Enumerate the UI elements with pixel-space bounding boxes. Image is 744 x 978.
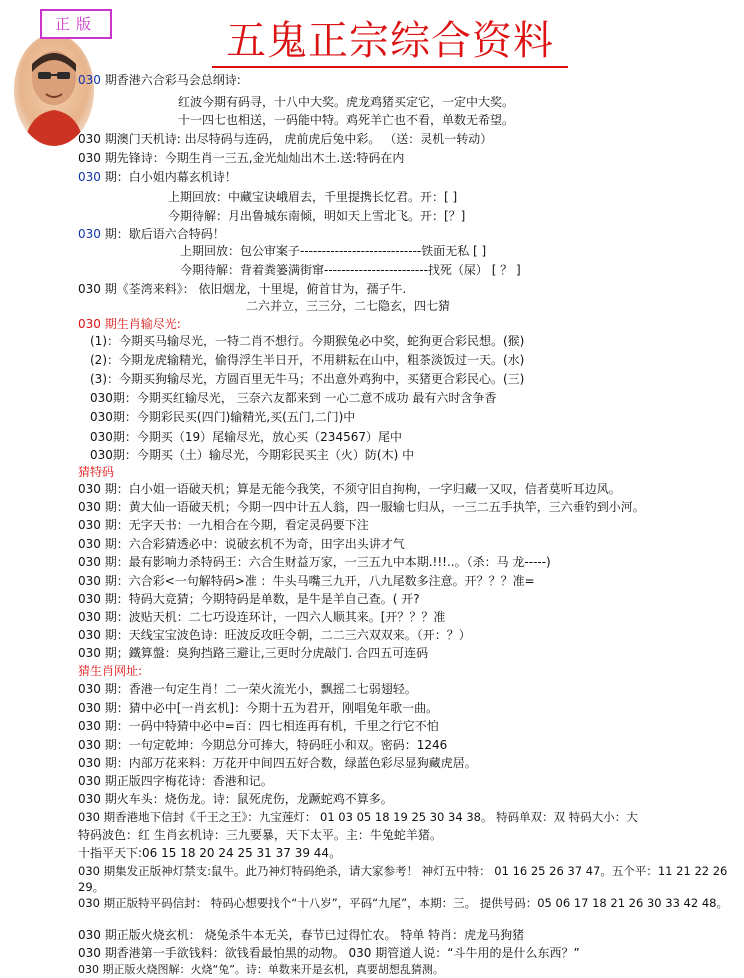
text-line: 今期待解：背着粪篓满街窜------------------------找死（屎） [ ？ ] [180,263,521,277]
text-line: 二六并立，三三分，二七隐玄，四七猜 [246,299,451,313]
text-line: (3)：今期买狗输尽光，方圆百里无牛马；不出意外鸡狗中，买猪更合彩民心。(三) [90,372,525,386]
text-line: 030 期正版四字梅花诗：香港和记。 [78,774,273,788]
text-line: 今期待解：月出鲁城东南倾，明如天上雪北飞。开：[？] [168,209,466,223]
text-line: (2)：今期龙虎输精光，偷得浮生半日开，不用耕耘在山中，粗茶淡饭过一天。(水) [90,353,525,367]
portrait-icon [14,34,94,146]
text-line: 030 期：白小姐一语破天机；算是无能今我笑，不须守旧自拘枸，一字归藏一又叹，信者莫听耳边风。 [78,482,621,496]
text-line: 030 期集发正版神灯禁支:鼠牛。此乃神灯特码绝杀，请大家参考！ 神灯五中特： 01 16 25 26 37 47。五个平：11 21 22 26 29。 [78,864,728,894]
text-line: 030 期：白小姐内幕玄机诗！ [78,170,237,184]
text-line: 030 期：一句定乾坤：今期总分可捧大，特码旺小和双。密码：1246 [78,738,448,752]
text-line: 030 期：特码大竞猜；今期特码是单数，是牛是羊自己查。( 开? [78,592,420,606]
genuine-badge: 正版 [40,9,112,39]
text-line: 十指平天下:06 15 18 20 24 25 31 37 39 44。 [78,846,342,860]
text-line: 030 期：六合彩<一句解特码>准 ：牛头马嘴三九开，八九尾数多注意。开？？？准= [78,574,535,588]
title-underline [212,66,568,68]
text-line: 030 期正版特平码信封： 特码心想要找个“十八岁”，平码“九尾”，本期：三。 提供号码：05 06 17 18 21 26 30 33 42 48。 [78,896,728,910]
text-line: 030 期香港六合彩马会总纲诗: [78,73,241,87]
text-line: 030 期：内部万花来料：万花开中间四五好合数，绿蓝色彩尽显狗藏虎居。 [78,756,477,770]
text-line: 030期：今期买（19）尾输尽光，放心买（234567）尾中 [90,430,402,444]
text-line: 030 期；鐵算盤：臭狗挡路三避让,三更时分虎敲门. 合四五可连码 [78,646,429,660]
text-line: 030 期：波贴天机：二七巧设连环计，一四六人顺其来。[开？？？准 [78,610,446,624]
text-line: 030 期火车头：烧伤龙。诗：鼠死虎伤，龙蹶蛇鸡不算多。 [78,792,393,806]
text-line: 030 期正版火烧图解：火烧“兔”。诗：单数来开是玄机，真要胡想乱猜测。 [78,963,444,976]
section-heading: 猜特码 [78,465,115,479]
text-line: 030 期先锋诗：今期生肖一三五,金光灿灿出木土.送:特码在内 [78,151,405,165]
text-line: 030 期：歇后语六合特码！ [78,227,225,241]
text-line: 030 期：一码中特猜中必中=百：四七相连再有机，千里之行它不怕 [78,719,439,733]
text-line: 030 期香港第一手欲钱料：欲钱看最怕黑的动物。 030 期管道人说：“斗牛用的是什么东西？” [78,946,580,960]
text-line: 十一四七也相送，一码能中特。鸡死羊亡也不看，单数无希望。 [178,113,515,127]
text-line: 030 期《荃湾来料》： 依旧烟龙，十里堤，俯首甘为，孺子牛. [78,282,407,296]
text-line: 030期：今期买红输尽光， 三奈六友都来到 一心二意不成功 最有六时含争香 [90,391,497,405]
text-line: 红波今期有码寻，十八中大奖。虎龙鸡猪买定它，一定中大奖。 [178,95,515,109]
text-line: 030 期：猜中必中[一肖玄机]：今期十五为君开，刚唱兔年歌一曲。 [78,701,439,715]
text-line: 030 期澳门天机诗: 出尽特码与连码， 虎前虎后兔中彩。 （送：灵机一转动） [78,132,493,146]
text-line: 030 期：天线宝宝波色诗：旺波反攻旺令朝，二二三六双双来。（开：？） [78,628,471,642]
text-line: 030 期正版火烧玄机： 烧兔杀牛本无关，春节已过得忙农。 特单 特肖：虎龙马狗猪 [78,928,525,942]
text-line: 030期：今期买（土）输尽光，今期彩民买主（火）防(木) 中 [90,448,415,462]
section-heading: 030 期生肖输尽光: [78,317,181,331]
text-line: 030 期：香港一句定生肖！二一荣火流光小，飘摇二七弱翅轻。 [78,682,417,696]
text-line: (1)：今期买马输尽光，一特二肖不想行。今期猴兔必中奖，蛇狗更合彩民想。(猴) [90,334,525,348]
avatar-image [14,34,94,146]
text-line: 030 期香港地下信封《千王之王》：九宝莲灯： 01 03 05 18 19 25 30 34 38。 特码单双：双 特码大小：大 [78,810,638,824]
text-line: 特码波色：红 生肖玄机诗：三九要暴，天下太平。主：牛兔蛇羊猪。 [78,828,442,842]
section-heading: 猜生肖网址: [78,664,143,678]
text-line: 030期：今期彩民买(四门)输精光,买(五门,二门)中 [90,410,356,424]
text-line: 030 期：最有影响力杀特码王：六合生财益万家，一三五九中本期.!!!..。（杀：马 龙-----) [78,555,551,569]
text-line: 030 期：无字天书：一九相合在今期，看定灵码要下注 [78,518,369,532]
page-title: 五鬼正宗综合资料 [226,18,554,64]
text-line: 上期回放：包公审案子----------------------------铁面无私 [ ] [180,244,487,258]
text-line: 030 期：黄大仙一语破天机；今期一四中计五人翁，四一服输七归从，一三二五手执竿，三六垂钓到小河。 [78,500,645,514]
text-line: 030 期：六合彩猜透必中：说破玄机不为奇，田字出头讲才气 [78,537,405,551]
text-line: 上期回放：中藏宝诀峨眉去，千里提携长忆君。开：[ ] [168,190,458,204]
